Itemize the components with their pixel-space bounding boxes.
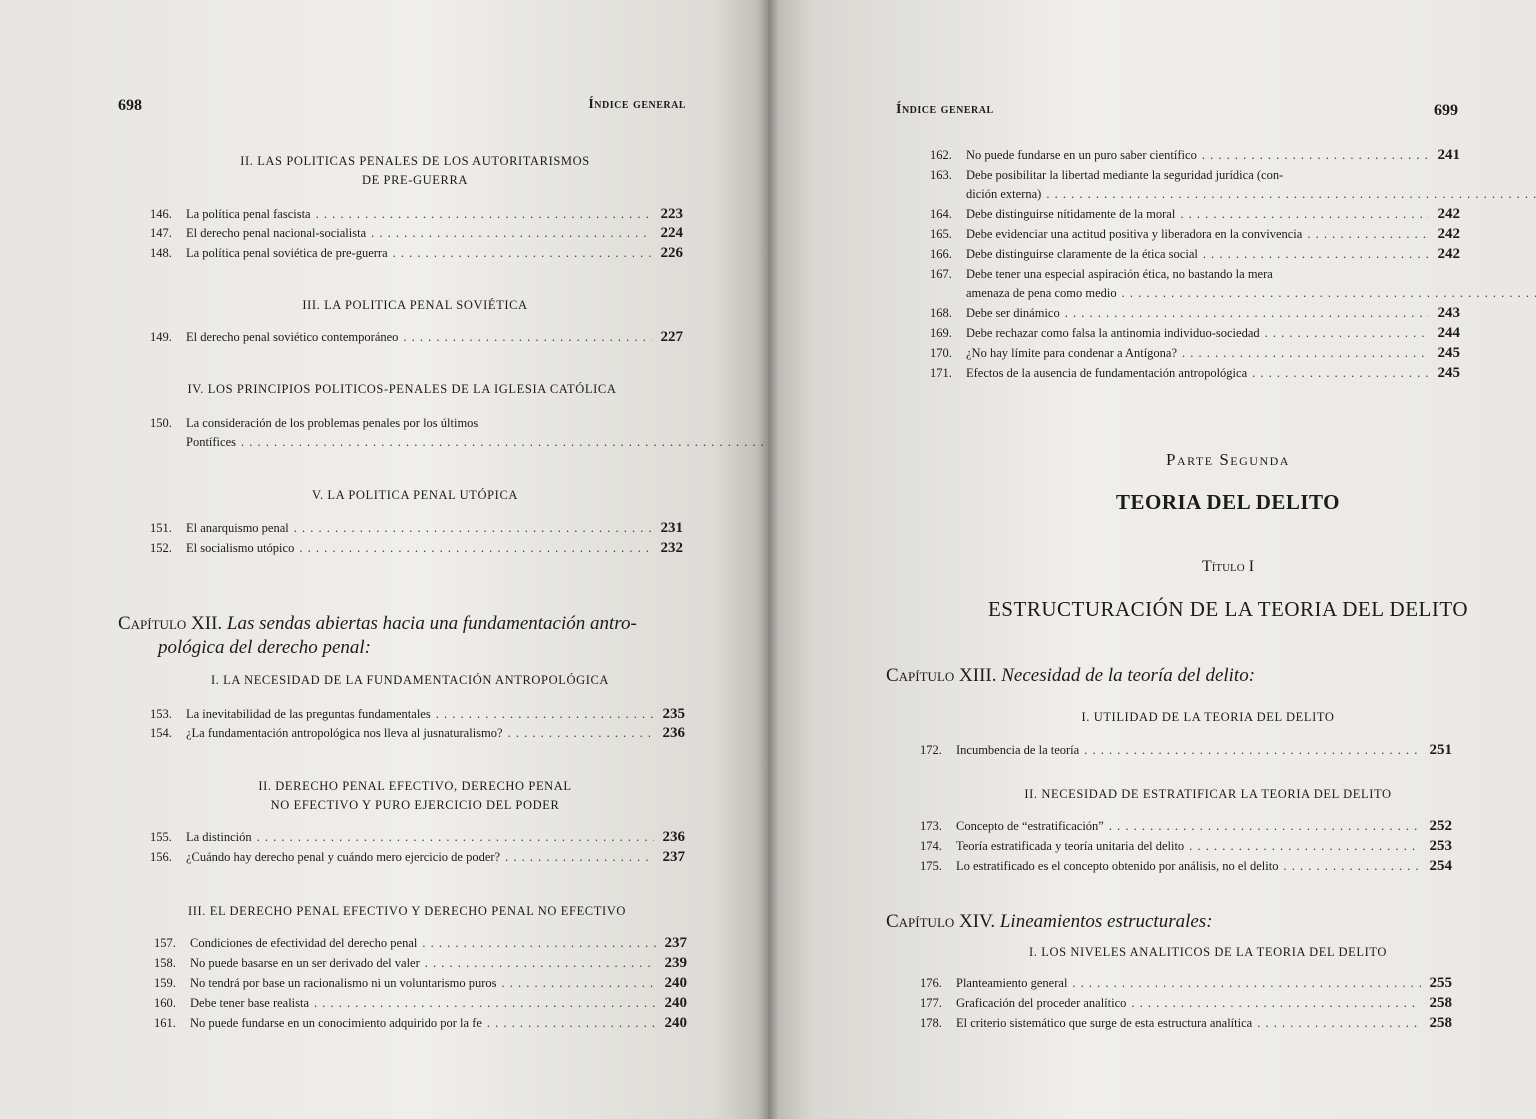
- right-page: [768, 0, 1536, 1119]
- toc-entry[interactable]: 149. El derecho penal soviético contemporáneo . . . 227: [150, 328, 683, 347]
- toc-entry[interactable]: 178. El criterio sistemático que surge de esta estructura analítica . . . 258: [920, 1014, 1452, 1033]
- book-gutter: [757, 0, 779, 1119]
- toc-entry[interactable]: 158. No puede basarse en un ser derivado del valer . . . 239: [154, 954, 687, 973]
- page-number: 699: [1434, 102, 1458, 119]
- toc-entry[interactable]: 151. El anarquismo penal . . . 231: [150, 519, 683, 538]
- toc-entry[interactable]: 159. No tendrá por base un racionalismo ni un voluntarismo puros . . . 240: [154, 974, 687, 993]
- toc-entry[interactable]: 174. Teoría estratificada y teoría unitaria del delito . . . 253: [920, 837, 1452, 856]
- toc-entry[interactable]: 161. No puede fundarse en un conocimiento adquirido por la fe . . . 240: [154, 1014, 687, 1033]
- toc-entry[interactable]: 175. Lo estratificado es el concepto obtenido por análisis, no el delito . . . 254: [920, 857, 1452, 876]
- title-label: Título I: [1201, 558, 1255, 575]
- toc-entry[interactable]: 167. Debe tener una especial aspiración ética, no bastando la mera amenaza de pena como medio . . .: [930, 265, 1460, 303]
- chapter-heading[interactable]: Capítulo XIV. Lineamientos estructurales:: [886, 911, 1213, 932]
- toc-entry[interactable]: 154. ¿La fundamentación antropológica nos lleva al jusnaturalismo? . . . 236: [150, 724, 685, 743]
- section-heading: I. LA NECESIDAD DE LA FUNDAMENTACIÓN ANTROPOLÓGICA: [210, 673, 610, 687]
- section-heading: V. LA POLITICA PENAL UTÓPICA: [311, 488, 519, 502]
- toc-entry[interactable]: 166. Debe distinguirse claramente de la ética social . . . 242: [930, 245, 1460, 264]
- running-head: Índice general: [896, 102, 994, 117]
- title-name: ESTRUCTURACIÓN DE LA TEORIA DEL DELITO: [987, 597, 1468, 621]
- chapter-heading[interactable]: Capítulo XIII. Necesidad de la teoría del delito:: [886, 665, 1256, 686]
- toc-entry[interactable]: 160. Debe tener base realista . . . 240: [154, 994, 687, 1013]
- page-number: 698: [118, 97, 142, 114]
- toc-entry[interactable]: 163. Debe posibilitar la libertad mediante la seguridad jurídica (con- dición externa) . . .: [930, 166, 1460, 204]
- toc-entry[interactable]: 169. Debe rechazar como falsa la antinomia individuo-sociedad . . . 244: [930, 324, 1460, 343]
- section-heading: III. LA POLITICA PENAL SOVIÉTICA: [302, 298, 528, 312]
- part-title: TEORIA DEL DELITO: [1115, 490, 1341, 514]
- toc-entry[interactable]: 171. Efectos de la ausencia de fundamentación antropológica . . . 245: [930, 364, 1460, 383]
- section-heading: I. UTILIDAD DE LA TEORIA DEL DELITO: [1081, 710, 1335, 724]
- toc-entry[interactable]: 152. El socialismo utópico . . . 232: [150, 539, 683, 558]
- section-heading: II. LAS POLITICAS PENALES DE LOS AUTORITARISMOS DE PRE-GUERRA: [240, 154, 590, 187]
- section-heading: II. DERECHO PENAL EFECTIVO, DERECHO PENAL NO EFECTIVO Y PURO EJERCICIO DEL PODER: [258, 779, 572, 812]
- toc-entry[interactable]: 176. Planteamiento general . . . 255: [920, 974, 1452, 993]
- toc-entry[interactable]: 173. Concepto de “estratificación” . . . 252: [920, 817, 1452, 836]
- toc-entry[interactable]: 155. La distinción . . . 236: [150, 828, 685, 847]
- toc-entry[interactable]: 162. No puede fundarse en un puro saber científico . . . 241: [930, 146, 1460, 165]
- section-heading: IV. LOS PRINCIPIOS POLITICOS-PENALES DE LA IGLESIA CATÓLICA: [187, 382, 617, 396]
- toc-entry[interactable]: 157. Condiciones de efectividad del derecho penal . . . 237: [154, 934, 687, 953]
- toc-entry[interactable]: 164. Debe distinguirse nítidamente de la moral . . . 242: [930, 205, 1460, 224]
- toc-entry[interactable]: 170. ¿No hay límite para condenar a Antígona? . . . 245: [930, 344, 1460, 363]
- toc-entry[interactable]: 150. La consideración de los problemas penales por los últimos Pontífices . . .: [150, 414, 683, 452]
- toc-entry[interactable]: 172. Incumbencia de la teoría . . . 251: [920, 741, 1452, 760]
- toc-entry[interactable]: 148. La política penal soviética de pre-guerra . . . 226: [150, 244, 683, 263]
- section-heading: II. NECESIDAD DE ESTRATIFICAR LA TEORIA DEL DELITO: [1024, 787, 1392, 801]
- toc-entry[interactable]: 153. La inevitabilidad de las preguntas fundamentales . . . 235: [150, 705, 685, 724]
- chapter-heading[interactable]: Capítulo XII. Las sendas abiertas hacia una fundamentación antro- pológica del derecho penal:: [118, 613, 637, 658]
- toc-entry[interactable]: 147. El derecho penal nacional-socialista . . . 224: [150, 224, 683, 243]
- toc-entry[interactable]: 168. Debe ser dinámico . . . 243: [930, 304, 1460, 323]
- part-label: Parte Segunda: [1166, 450, 1290, 469]
- running-head: Índice general: [588, 97, 686, 112]
- section-heading: III. EL DERECHO PENAL EFECTIVO Y DERECHO PENAL NO EFECTIVO: [187, 904, 626, 918]
- section-heading: I. LOS NIVELES ANALITICOS DE LA TEORIA DEL DELITO: [1029, 945, 1387, 959]
- toc-entry[interactable]: 165. Debe evidenciar una actitud positiva y liberadora en la convivencia . . . 242: [930, 225, 1460, 244]
- toc-entry[interactable]: 177. Graficación del proceder analítico . . . 258: [920, 994, 1452, 1013]
- toc-entry[interactable]: 156. ¿Cuándo hay derecho penal y cuándo mero ejercicio de poder? . . . 237: [150, 848, 685, 867]
- toc-entry[interactable]: 146. La política penal fascista . . . 223: [150, 205, 683, 224]
